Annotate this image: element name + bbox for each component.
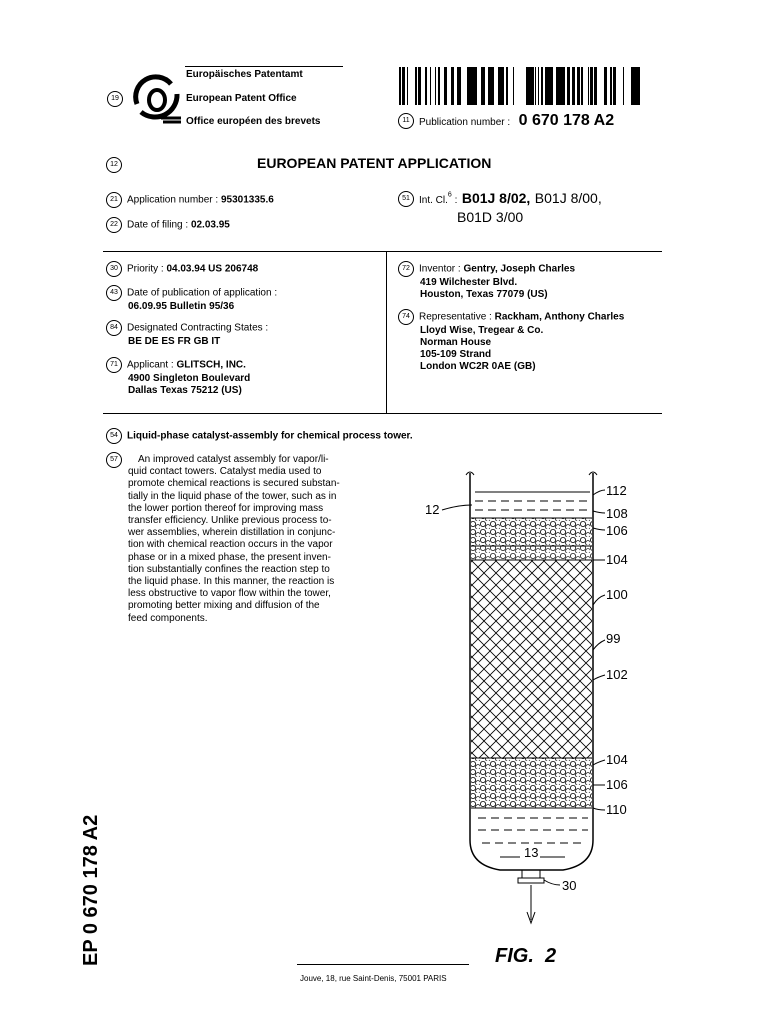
label-99: 99 (606, 631, 621, 646)
office-name-fr: Office européen des brevets (186, 116, 321, 127)
divider-vertical (386, 251, 387, 414)
label-110: 110 (606, 802, 627, 817)
label-106b: 106 (606, 777, 628, 792)
divider-bottom (103, 413, 662, 414)
label-13: 13 (524, 845, 539, 860)
filing-date: 22 Date of filing : 02.03.95 (106, 217, 230, 233)
priority: 30 Priority : 04.03.94 US 206748 (106, 261, 258, 277)
document-type (106, 156, 662, 174)
footer-rule (297, 964, 469, 965)
footer-text: Jouve, 18, rue Saint-Denis, 75001 PARIS (300, 974, 447, 983)
designated-states: 84 Designated Contracting States : BE DE ES FR GB IT (106, 320, 268, 348)
document-title: EUROPEAN PATENT APPLICATION (257, 155, 492, 171)
label-12: 12 (425, 502, 440, 517)
publication-date: 43 Date of publication of application : 06.09.95 Bulletin 95/36 (106, 285, 277, 313)
inid-19: 19 (107, 91, 123, 107)
application-number: 21 Application number : 95301335.6 (106, 192, 274, 208)
epo-logo-icon (131, 74, 183, 126)
label-104b: 104 (606, 752, 628, 767)
int-class: 51 Int. Cl.$^6$ : B01J 8/02, B01J 8/00, (398, 190, 602, 208)
inid-57: 57 (106, 452, 122, 468)
inid-11: 11 (398, 113, 414, 129)
label-106: 106 (606, 523, 628, 538)
label-108: 108 (606, 506, 628, 521)
publication-number: 11 Publication number : 0 670 178 A2 (398, 112, 614, 130)
figure-caption: FIG. 2 (495, 945, 557, 967)
invention-title: 54 Liquid-phase catalyst-assembly for chemical process tower. (106, 428, 413, 444)
label-102: 102 (606, 667, 628, 682)
inventor: 72 Inventor : Gentry, Joseph Charles 419 Wilchester Blvd. Houston, Texas 77079 (US) (398, 261, 575, 301)
representative: 74 Representative : Rackham, Anthony Charles Lloyd Wise, Tregear & Co. Norman House 105-109 Strand London WC2R 0AE (GB) (398, 309, 624, 373)
office-name-de: Europäisches Patentamt (186, 69, 303, 80)
applicant: 71 Applicant : GLITSCH, INC. 4900 Singleton Boulevard Dallas Texas 75212 (US) (106, 357, 250, 397)
label-100: 100 (606, 587, 628, 602)
inid-12: 12 (106, 157, 122, 173)
barcode (399, 67, 646, 105)
epo-header (103, 66, 343, 136)
label-104: 104 (606, 552, 628, 567)
label-112: 112 (606, 483, 627, 498)
figure-drawing (400, 465, 650, 935)
side-publication-number: EP 0 670 178 A2 (80, 814, 102, 966)
label-30: 30 (562, 878, 577, 893)
office-name-en: European Patent Office (186, 93, 297, 104)
int-class-line2: B01D 3/00 (457, 209, 524, 225)
abstract: An improved catalyst assembly for vapor/li- quid contact towers. Catalyst media used to promote chemical reactions is secured substan- tially in the liquid phase of the tower, such as in the lower portion thereof for improving mass transfer efficiency. Unlike previous process to- wer assemblies, wherein distillation in conjunc- tion with chemical reaction occurs in the vapor phase or in a mixed phase, the present inven- tion substantially confines the reaction step to the liquid phase. In this manner, the reaction is less obstructive to vapor flow within the tower, promoting better mixing and diffusion of the feed components. (128, 454, 340, 624)
divider-top (103, 251, 662, 252)
publication-number-value: 0 670 178 A2 (518, 112, 615, 129)
